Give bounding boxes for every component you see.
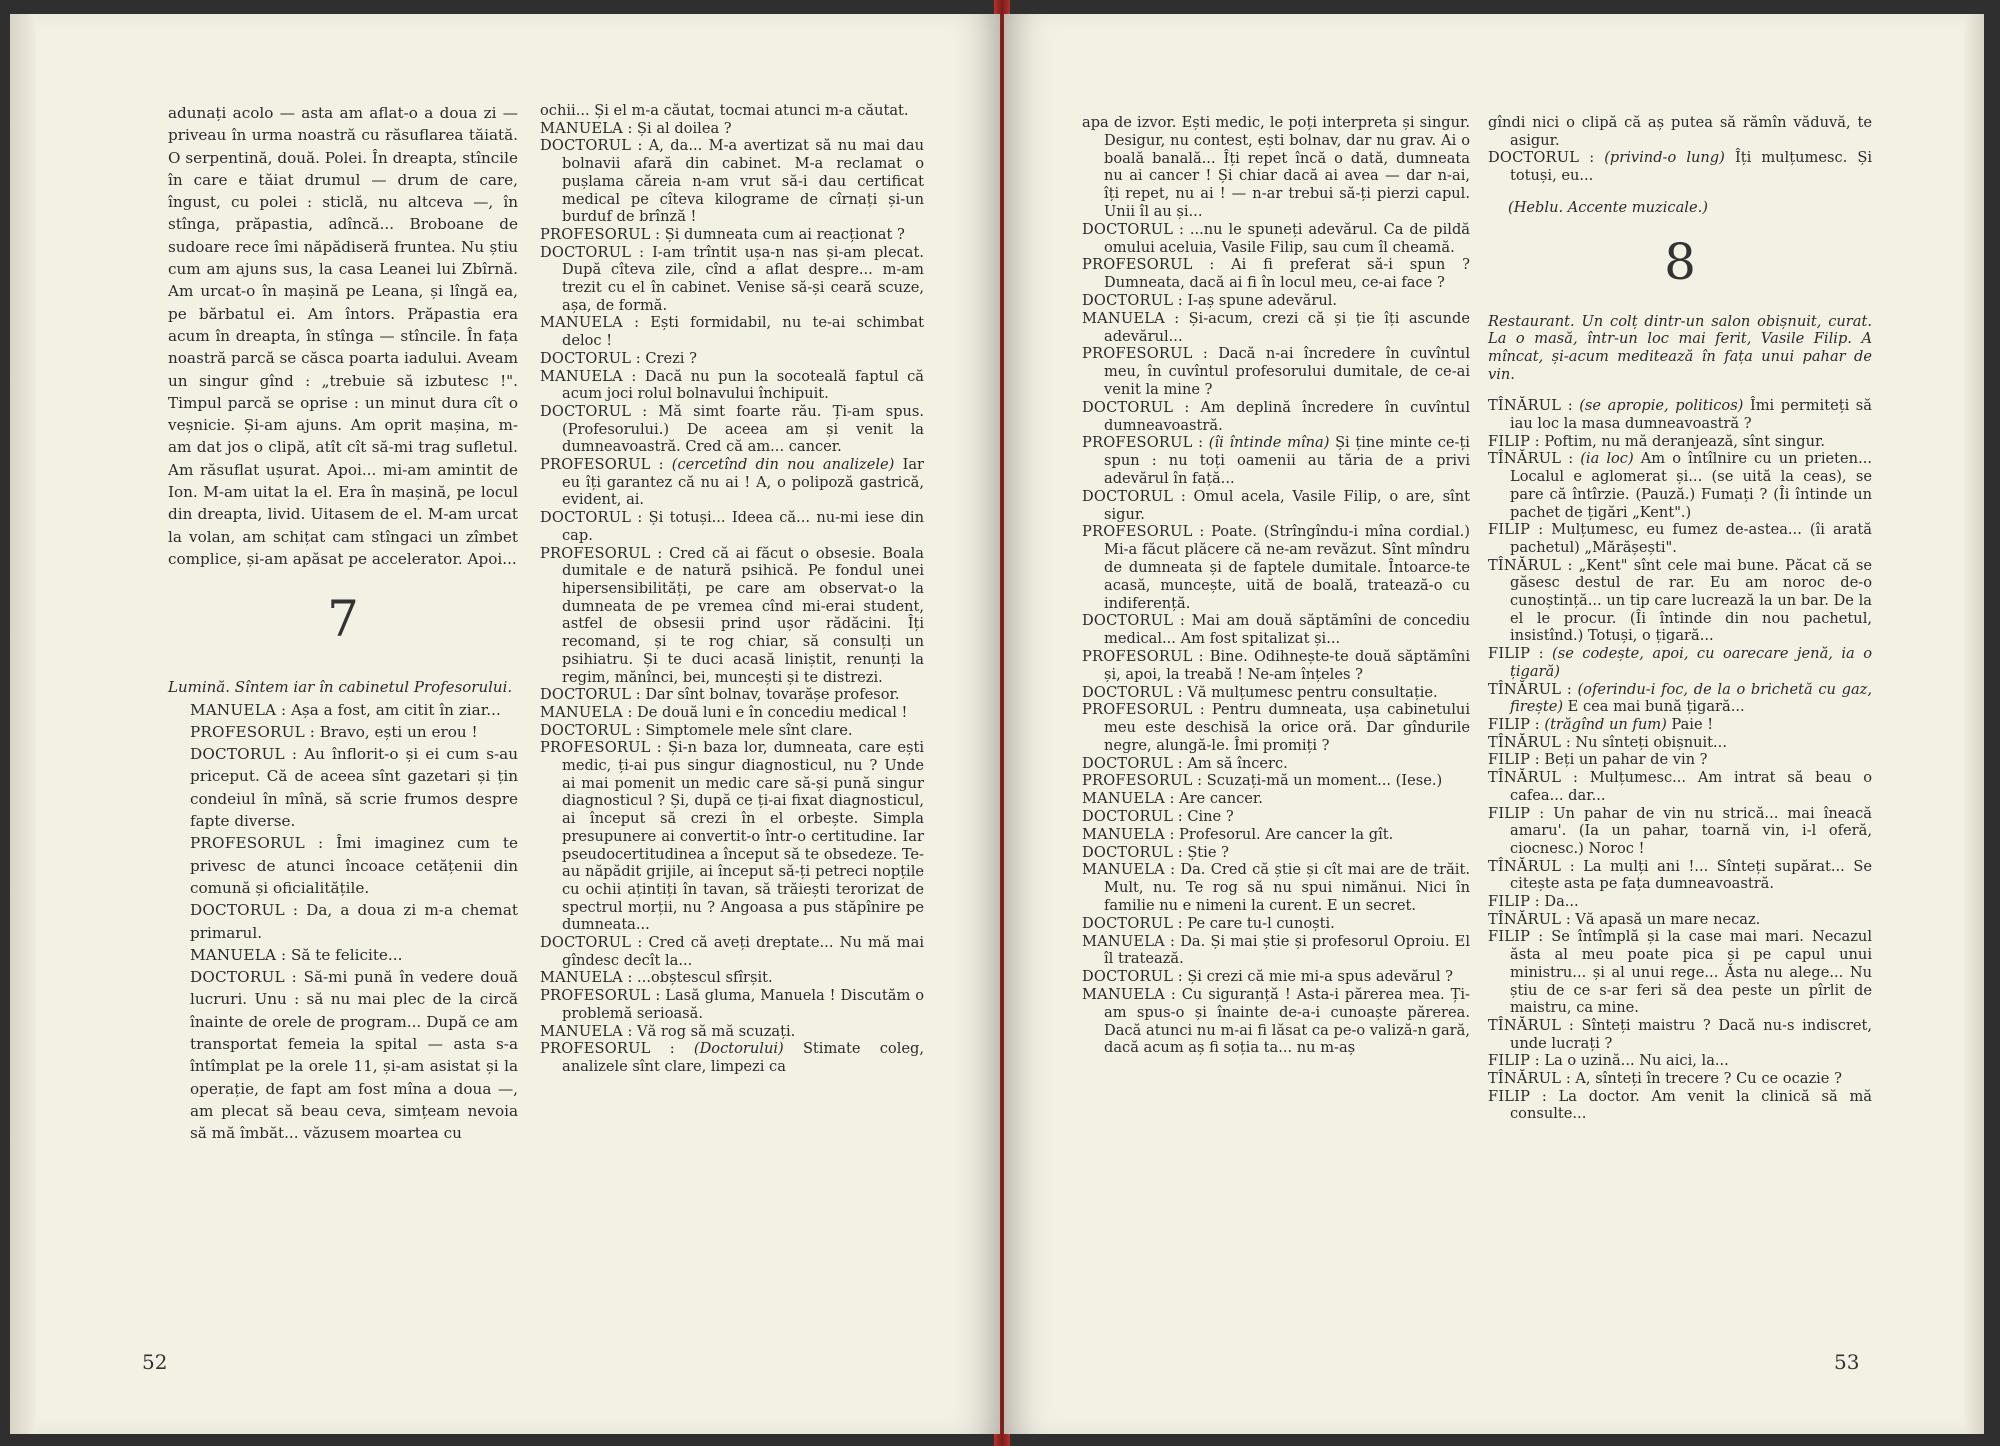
- dialogue-line: MANUELA : Da. Și mai știe și profesorul Oproiu. El îl tratează.: [1082, 932, 1470, 968]
- dialogue-text: Scuzați-mă un moment... (Iese.): [1206, 772, 1443, 790]
- speaker-name: MANUELA: [190, 700, 277, 719]
- dialogue-line: MANUELA : Și-acum, crezi că și ție îți ascunde adevărul...: [1082, 309, 1470, 345]
- dialogue-text: Și dumneata cum ai reacționat ?: [664, 225, 905, 243]
- dialogue-text: Am o întîlnire cu un prieten... Localul e aglomerat și... (se uită la ceas), se pare că întîrzie. (Pauză.) Fumați ? (Îi întinde un pachet de țigări „Kent".): [1510, 450, 1872, 521]
- speaker-name: DOCTORUL: [540, 721, 632, 739]
- speaker-name: MANUELA: [1082, 825, 1165, 843]
- dialogue-text: Așa a fost, am citit în ziar...: [290, 700, 501, 719]
- dialogue-line: MANUELA : ...obștescul sfîrșit.: [540, 969, 773, 987]
- dialogue-line: DOCTORUL : Știe ?: [1082, 843, 1229, 861]
- dialogue-text: Am să încerc.: [1187, 754, 1288, 772]
- speaker-name: DOCTORUL: [1082, 220, 1174, 238]
- dialogue-line: TÎNĂRUL : Mulțumesc... Am intrat să beau o cafea... dar...: [1488, 769, 1872, 804]
- dialogue-line: FILIP : (se codește, apoi, cu oarecare jenă, ia o țigară): [1488, 645, 1872, 680]
- dialogue-text: Știe ?: [1187, 843, 1229, 861]
- dialogue-line: PROFESORUL : Dacă n-ai încredere în cuvîntul meu, în cuvîntul profesorului dumitale, de ce-ai venit la mine ?: [1082, 345, 1470, 398]
- dialogue-line: FILIP : Se întîmplă și la case mai mari. Necazul ăsta al meu poate pica și pe capul unui ministru... și al unui rege... Ăsta nu alege... Nu știu de ce s-ar feri să dea peste un pîrlit de maistru, ca mine.: [1488, 928, 1873, 1017]
- dialogue-line: PROFESORUL : Și-n baza lor, dumneata, care ești medic, ți-ai pus singur diagnosticul, nu ? Unde ai mai pomenit un medic care să-și pună singur diagnosticul ? Și, după ce ți-ai fixat diagnosticul, ai început să crezi în el orbește. Simpla presupunere ai convertit-o într-o certitudine. Iar pseudocertitudinea a început să te obsedeze. Te-au năpădit grijile, ai început să-ți petreci nopțile cu ochii ațintiți în tavan, să trăiești terorizat de spectrul morții, nu ? Angoasa a pus stăpînire pe dumneata...: [540, 739, 924, 934]
- dialogue-line: DOCTORUL : Am deplină încredere în cuvîntul dumneavoastră.: [1082, 398, 1470, 434]
- dialogue-text: Nu sînteți obișnuit...: [1575, 733, 1727, 751]
- speaker-name: PROFESORUL: [1082, 772, 1193, 790]
- speaker-name: DOCTORUL: [540, 402, 632, 420]
- dialogue-text: Un pahar de vin nu strică... mai îneacă amaru'. (Ia un pahar, toarnă vin, i-l oferă, ciocnesc.) Noroc !: [1510, 804, 1872, 857]
- right-page: [1004, 14, 1984, 1434]
- dialogue-line: PROFESORUL : Bine. Odihnește-te două săptămîni și, apoi, la treabă ! Ne-am înțeles ?: [1082, 647, 1470, 683]
- left-page-column-2: [540, 102, 924, 1076]
- speaker-name: DOCTORUL: [540, 509, 632, 527]
- speaker-name: TÎNĂRUL: [1488, 680, 1562, 698]
- dialogue-text: De două luni e în concediu medical !: [637, 703, 908, 721]
- dialogue-text: Și totuși... Ideea că... nu-mi iese din cap.: [562, 509, 924, 544]
- dialogue-line: DOCTORUL : Și crezi că mie mi-a spus adevărul ?: [1082, 968, 1453, 986]
- dialogue-line: FILIP : Mulțumesc, eu fumez de-astea... (îi arată pachetul) „Mărășești".: [1488, 521, 1872, 556]
- dialogue-text: „Kent" sînt cele mai bune. Păcat că se găsesc destul de rar. Eu am noroc de-o cunoștință... un tip care lucrează la un bar. De la el le procur. (Îi întinde din nou pachetul, insistînd.) Totuși, o țigară...: [1510, 556, 1872, 645]
- dialogue-text: Stimate coleg, analizele sînt clare, limpezi ca: [562, 1040, 924, 1075]
- dialogue-text: Vă apasă un mare necaz.: [1575, 910, 1761, 928]
- speaker-name: DOCTORUL: [1082, 914, 1174, 932]
- dialogue-line: MANUELA : Și al doilea ?: [540, 119, 732, 137]
- speaker-name: DOCTORUL: [1082, 291, 1174, 309]
- dialogue-text: Îmi permiteți să iau loc la masa dumneavoastră ?: [1510, 397, 1873, 433]
- right-page-column-1: [1082, 114, 1470, 1057]
- page-number: 52: [142, 1350, 168, 1374]
- dialogue-text: Să te felicite...: [290, 945, 403, 964]
- right-page-column-2: [1488, 114, 1872, 1123]
- dialogue-line: PROFESORUL : Ai fi preferat să-i spun ? Dumneata, dacă ai fi în locul meu, ce-ai face ?: [1082, 256, 1470, 292]
- speaker-name: PROFESORUL: [1082, 701, 1193, 719]
- scene-number: 8: [1664, 232, 1696, 291]
- dialogue-text: Să-mi pună în vedere două lucruri. Unu : să nu mai plec de la circă înainte de orele de program... După ce am transportat femeia la spital — asta s-a întîmplat pe la orele 11, și-am asistat și la operație, de fapt am fost mîna a doua —, am plecat să beau ceva, simțeam nevoia să mă îmbăt... văzusem moartea cu: [190, 968, 518, 1143]
- dialogue-line: MANUELA : Cu siguranță ! Asta-i părerea mea. Ți-am spus-o și înainte de-a-i cunoaște părerea. Dacă atunci nu m-ai fi lăsat ca pe-o valiză-n gară, dacă acum aș fi soția ta... nu m-aș: [1082, 986, 1470, 1057]
- dialogue-line: [1488, 114, 1872, 149]
- dialogue-text: A, sînteți în trecere ? Cu ce ocazie ?: [1575, 1070, 1842, 1088]
- dialogue-line: DOCTORUL : Crezi ?: [540, 349, 697, 367]
- dialogue-text: ...nu le spuneți adevărul. Ca de pildă omului aceluia, Vasile Filip, sau cum îl cheamă.: [1104, 220, 1470, 256]
- speaker-name: MANUELA: [540, 119, 623, 137]
- speaker-name: PROFESORUL: [540, 987, 651, 1005]
- dialogue-line: TÎNĂRUL : A, sînteți în trecere ? Cu ce ocazie ?: [1488, 1070, 1842, 1088]
- dialogue-text: gîndi nici o clipă că aș putea să rămîn văduvă, te asigur.: [1488, 114, 1872, 149]
- dialogue-text: Simptomele mele sînt clare.: [645, 721, 853, 739]
- speaker-name: FILIP: [1488, 1052, 1531, 1070]
- speaker-name: MANUELA: [540, 314, 623, 332]
- speaker-name: MANUELA: [540, 703, 623, 721]
- dialogue-text: Vă rog să mă scuzați.: [637, 1022, 796, 1040]
- dialogue-line: DOCTORUL : Cine ?: [1082, 808, 1234, 826]
- speaker-name: DOCTORUL: [1082, 398, 1174, 416]
- dialogue-text: Da, a doua zi m-a chemat primarul.: [190, 901, 518, 942]
- dialogue-line: DOCTORUL : Pe care tu-l cunoști.: [1082, 914, 1335, 932]
- dialogue-text: Dar sînt bolnav, tovarășe profesor.: [645, 686, 900, 704]
- stage-direction: (se codește, apoi, cu oarecare jenă, ia o țigară): [1510, 645, 1872, 680]
- speaker-name: DOCTORUL: [1488, 149, 1580, 167]
- dialogue-text: Am deplină încredere în cuvîntul dumneavoastră.: [1104, 398, 1470, 434]
- speaker-name: MANUELA: [540, 969, 623, 987]
- dialogue-line: DOCTORUL : Simptomele mele sînt clare.: [540, 721, 853, 739]
- page-number: 53: [1834, 1350, 1860, 1374]
- dialogue-text: Dacă n-ai încredere în cuvîntul meu, în cuvîntul profesorului dumitale, de ce-ai venit la mine ?: [1104, 345, 1470, 398]
- dialogue-line: MANUELA : Ești formidabil, nu te-ai schimbat deloc !: [540, 314, 924, 350]
- stage-direction: (privind-o lung): [1604, 149, 1725, 167]
- dialogue-text: Îmi imaginez cum te privesc de atunci încoace cetățenii din comună și oficialitățile.: [190, 834, 519, 897]
- speaker-name: TÎNĂRUL: [1488, 910, 1562, 928]
- dialogue-text: Da. Și mai știe și profesorul Oproiu. El îl tratează.: [1104, 932, 1470, 968]
- dialogue-line: PROFESORUL : Bravo, ești un erou !: [190, 722, 478, 741]
- speaker-name: TÎNĂRUL: [1488, 556, 1562, 574]
- speaker-name: DOCTORUL: [190, 968, 285, 987]
- stage-direction-end: (Heblu. Accente muzicale.): [1508, 198, 1708, 216]
- dialogue-line: DOCTORUL : Dar sînt bolnav, tovarășe profesor.: [540, 686, 900, 704]
- speaker-name: FILIP: [1488, 928, 1531, 946]
- speaker-name: MANUELA: [1082, 309, 1165, 327]
- speaker-name: FILIP: [1488, 715, 1531, 733]
- scene-direction: Lumină. Sîntem iar în cabinetul Profesorului.: [168, 678, 513, 697]
- speaker-name: TÎNĂRUL: [1488, 397, 1562, 415]
- left-page: [10, 14, 1000, 1434]
- speaker-name: MANUELA: [540, 1022, 623, 1040]
- dialogue-line: PROFESORUL : (cercetînd din nou analizele) Iar eu îți garantez că nu ai ! A, o polipoză gastrică, evident, ai.: [540, 456, 925, 509]
- dialogue-text: Da. Cred că știe și cît mai are de trăit. Mult, nu. Te rog să nu spui nimănui. Nici în familie nu e nimeni la curent. E un secret.: [1104, 861, 1470, 915]
- dialogue-line: FILIP : Un pahar de vin nu strică... mai îneacă amaru'. (Ia un pahar, toarnă vin, i-l oferă, ciocnesc.) Noroc !: [1488, 804, 1872, 857]
- dialogue-text: Cu siguranță ! Asta-i părerea mea. Ți-am spus-o și înainte de-a-i cunoaște părerea. Dacă atunci nu m-ai fi lăsat ca pe-o valiză-n gară, dacă acum aș fi soția ta... nu m-aș: [1104, 986, 1470, 1057]
- dialogue-line: TÎNĂRUL : La mulți ani !... Sînteți supărat... Se citește asta pe fața dumneavoastră.: [1488, 857, 1872, 893]
- dialogue-text: Pentru dumneata, ușa cabinetului meu este deschisă la orice oră. Dar gîndurile negre, alungă-le. Îmi promiți ?: [1104, 701, 1470, 754]
- dialogue-line: DOCTORUL : I-aș spune adevărul.: [1082, 291, 1338, 309]
- dialogue-line: DOCTORUL : Da, a doua zi m-a chemat primarul.: [190, 901, 518, 942]
- speaker-name: PROFESORUL: [1082, 523, 1193, 541]
- stage-direction: (se apropie, politicos): [1579, 397, 1744, 415]
- dialogue-line: DOCTORUL : Să-mi pună în vedere două lucruri. Unu : să nu mai plec de la circă înainte de orele de program... După ce am transportat femeia la spital — asta s-a întîmplat pe la orele 11, și-am asistat și la operație, de fapt am fost mîna a doua —, am plecat să beau ceva, simțeam nevoia să mă îmbăt... văzusem moartea cu: [190, 968, 518, 1143]
- dialogue-text: Bine. Odihnește-te două săptămîni și, apoi, la treabă ! Ne-am înțeles ?: [1104, 647, 1470, 683]
- left-page-column-1: [168, 102, 518, 1144]
- dialogue-line: MANUELA : Vă rog să mă scuzați.: [540, 1022, 796, 1040]
- dialogue-line: PROFESORUL : Poate. (Strîngîndu-i mîna cordial.) Mi-a făcut plăcere că ne-am revăzut. Sînt mîndru de dumneata și de faptele dumitale. Întoarce-te acasă, muncește, uită de boală, tratează-o cu indiferență.: [1082, 523, 1471, 612]
- dialogue-text: A, da... M-a avertizat să nu mai dau bolnavii afară din cabinet. M-a reclamat o pușlama căreia n-am vrut să-i dau certificat medical pe cîteva kilograme de cîrnați și-un burduf de brînză !: [562, 137, 924, 226]
- speaker-name: PROFESORUL: [190, 834, 305, 853]
- dialogue-line: TÎNĂRUL : (ia loc) Am o întîlnire cu un prieten... Localul e aglomerat și... (se uită la ceas), se pare că întîrzie. (Pauză.) Fumați ? (Îi întinde un pachet de țigări „Kent".): [1488, 450, 1872, 521]
- speaker-name: DOCTORUL: [1082, 808, 1174, 826]
- stage-direction: (îi întinde mîna): [1208, 434, 1330, 452]
- dialogue-text: Dacă nu pun la socoteală faptul că acum joci rolul bolnavului închipuit.: [562, 367, 924, 403]
- speaker-name: PROFESORUL: [540, 739, 651, 757]
- speaker-name: TÎNĂRUL: [1488, 450, 1562, 468]
- dialogue-line: FILIP : Da...: [1488, 893, 1579, 911]
- dialogue-text: Și-acum, crezi că și ție îți ascunde adevărul...: [1104, 309, 1470, 345]
- dialogue-text: apa de izvor. Ești medic, le poți interpreta și singur. Desigur, nu contest, ești bolnav, dar nu grav. Ai o boală banală... Îți repet încă o dată, dumneata nu ai cancer ! Și chiar dacă ai avea — dar n-ai, îți repet, nu ai ! — n-ar trebui să-ți pierzi capul. Unii îl au și...: [1082, 114, 1470, 220]
- dialogue-text: Vă mulțumesc pentru consultație.: [1187, 683, 1438, 701]
- dialogue-line: TÎNĂRUL : Sînteți maistru ? Dacă nu-s indiscret, unde lucrați ?: [1488, 1016, 1872, 1052]
- dialogue-text: Se întîmplă și la case mai mari. Necazul ăsta al meu poate pica și pe capul unui ministru... și al unui rege... Ăsta nu alege... Nu știu de ce s-ar feri să dea peste un pîrlit de maistru, ca mine.: [1510, 928, 1873, 1017]
- dialogue-text: Și ține minte ce-ți spun : nu toți oamenii au tăria de a privi adevărul în față...: [1104, 434, 1470, 487]
- dialogue-text: La mulți ani !... Sînteți supărat... Se citește asta pe fața dumneavoastră.: [1510, 857, 1872, 893]
- dialogue-line: FILIP : Beți un pahar de vin ?: [1488, 751, 1708, 769]
- speaker-name: PROFESORUL: [1082, 434, 1193, 452]
- dialogue-text: La doctor. Am venit la clinică să mă consulte...: [1510, 1087, 1872, 1123]
- dialogue-text: Mai am două săptămîni de concediu medical... Am fost spitalizat și...: [1104, 612, 1471, 648]
- speaker-name: DOCTORUL: [1082, 487, 1174, 505]
- stage-direction: (trăgînd un fum): [1544, 715, 1667, 733]
- dialogue-line: PROFESORUL : Și dumneata cum ai reacționat ?: [540, 225, 905, 243]
- dialogue-text: Cred că ai făcut o obsesie. Boala dumitale e de natură psihică. Pe fondul unei hipersensibilități, pe care am observat-o la dumneata de pe vremea cînd mi-erai student, astfel de obsesii prind ușor rădăcini. Îți recomand, și te rog chiar, să consulți un psihiatru. Și te duci acasă liniștit, renunți la regim, mănînci, bei, muncești și te distrezi.: [562, 544, 924, 686]
- dialogue-line: DOCTORUL : (privind-o lung) Îți mulțumesc. Și totuși, eu...: [1488, 149, 1873, 185]
- dialogue-text: Mulțumesc, eu fumez de-astea... (îi arată pachetul) „Mărășești".: [1510, 521, 1872, 556]
- dialogue-line: FILIP : La o uzină... Nu aici, la...: [1488, 1052, 1729, 1070]
- stage-direction: (ia loc): [1580, 450, 1634, 468]
- dialogue-line: FILIP : La doctor. Am venit la clinică să mă consulte...: [1488, 1087, 1872, 1123]
- dialogue-line: PROFESORUL : Cred că ai făcut o obsesie. Boala dumitale e de natură psihică. Pe fondul unei hipersensibilități, pe care am observat-o la dumneata de pe vremea cînd mi-erai student, astfel de obsesii prind ușor rădăcini. Îți recomand, și te rog chiar, să consulți un psihiatru. Și te duci acasă liniștit, renunți la regim, mănînci, bei, muncești și te distrezi.: [540, 544, 924, 686]
- speaker-name: DOCTORUL: [540, 349, 632, 367]
- narrative-paragraph: adunați acolo — asta am aflat-o a doua zi — priveau în urma noastră cu răsuflarea tăiată. O serpentină, două. Polei. În dreapta, stîncile în care e tăiat drumul — drum de care, îngust, cu polei : sticlă, nu altceva —, în stînga, prăpastia, adîncă... Broboane de sudoare rece îmi năpădiseră fruntea. Nu știu cum am ajuns sus, la casa Leanei lui Zbîrnă. Am urcat-o în mașină pe Leana, și lîngă ea, pe bărbatul ei. Am întors. Prăpastia era acum în dreapta, în stînga — stîncile. În fața noastră parcă se căsca poarta iadului. Aveam un singur gînd : „trebuie să izbutesc !". Timpul parcă se oprise : un minut dura cît o veșnicie. Și-am ajuns. Am oprit mașina, m-am dat jos o clipă, atît cît să-mi trag sufletul. Am răsuflat ușurat. Apoi... mi-am amintit de Ion. M-am uitat la el. Era în mașină, pe locul din dreapta, livid. Uitasem de el. M-am urcat la volan, am schițat cam stîngaci un zîmbet complice, și-am apăsat pe accelerator. Apoi...: [168, 104, 518, 568]
- dialogue-text: Bravo, ești un erou !: [319, 722, 478, 741]
- dialogue-text: Omul acela, Vasile Filip, o are, sînt sigur.: [1104, 487, 1470, 523]
- speaker-name: PROFESORUL: [1082, 647, 1193, 665]
- speaker-name: DOCTORUL: [1082, 683, 1174, 701]
- speaker-name: DOCTORUL: [1082, 843, 1174, 861]
- dialogue-line: DOCTORUL : Vă mulțumesc pentru consultație.: [1082, 683, 1438, 701]
- speaker-name: PROFESORUL: [1082, 256, 1193, 274]
- dialogue-text: Și crezi că mie mi-a spus adevărul ?: [1187, 968, 1453, 986]
- stage-direction: (oferindu-i foc, de la o brichetă cu gaz, firește): [1510, 680, 1872, 716]
- dialogue-line: DOCTORUL : Mai am două săptămîni de concediu medical... Am fost spitalizat și...: [1082, 612, 1471, 648]
- dialogue-text: E cea mai bună țigară...: [1567, 698, 1745, 716]
- dialogue-text: Mă simt foarte rău. Ți-am spus. (Profesorului.) De aceea am și venit la dumneavoastră. Cred că am... cancer.: [562, 402, 924, 456]
- speaker-name: TÎNĂRUL: [1488, 1016, 1562, 1034]
- dialogue-line: PROFESORUL : Îmi imaginez cum te privesc de atunci încoace cetățenii din comună și oficialitățile.: [190, 834, 519, 897]
- dialogue-line: FILIP : (trăgînd un fum) Paie !: [1488, 715, 1714, 733]
- dialogue-text: Ești formidabil, nu te-ai schimbat deloc !: [562, 314, 924, 350]
- scene-number: 7: [327, 590, 359, 649]
- dialogue-line: DOCTORUL : Cred că aveți dreptate... Nu mă mai gîndesc decît la...: [540, 934, 924, 969]
- dialogue-line: PROFESORUL : (îi întinde mîna) Și ține minte ce-ți spun : nu toți oamenii au tăria de a privi adevărul în față...: [1082, 434, 1470, 487]
- dialogue-line: DOCTORUL : ...nu le spuneți adevărul. Ca de pildă omului aceluia, Vasile Filip, sau cum îl cheamă.: [1082, 220, 1470, 256]
- dialogue-text: Paie !: [1671, 715, 1714, 733]
- dialogue-text: Sînteți maistru ? Dacă nu-s indiscret, unde lucrați ?: [1510, 1016, 1872, 1052]
- dialogue-text: Poftim, nu mă deranjează, sînt singur.: [1544, 432, 1826, 450]
- dialogue-text: La o uzină... Nu aici, la...: [1544, 1052, 1729, 1070]
- dialogue-text: Mulțumesc... Am intrat să beau o cafea... dar...: [1510, 769, 1872, 804]
- dialogue-text: I-aș spune adevărul.: [1187, 291, 1338, 309]
- dialogue-line: DOCTORUL : I-am trîntit ușa-n nas și-am plecat. După cîteva zile, cînd a aflat despre... m-am trezit cu el în cabinet. Venise să-și ceară scuze, așa, de formă.: [540, 243, 924, 314]
- dialogue-text: ochii... Și el m-a căutat, tocmai atunci m-a căutat.: [540, 102, 909, 119]
- dialogue-line: MANUELA : Dacă nu pun la socoteală faptul că acum joci rolul bolnavului închipuit.: [540, 367, 924, 403]
- dialogue-line: [540, 102, 924, 120]
- dialogue-line: DOCTORUL : Au înflorit-o și ei cum s-au priceput. Că de aceea sînt gazetari și țin condeiul în mînă, să scrie frumos despre fapte diverse.: [190, 745, 518, 831]
- speaker-name: DOCTORUL: [540, 686, 632, 704]
- dialogue-line: TÎNĂRUL : (oferindu-i foc, de la o brichetă cu gaz, firește) E cea mai bună țigară...: [1488, 680, 1872, 716]
- stage-direction: (Doctorului): [693, 1040, 784, 1058]
- speaker-name: FILIP: [1488, 1087, 1531, 1105]
- speaker-name: MANUELA: [190, 945, 277, 964]
- speaker-name: DOCTORUL: [190, 901, 285, 920]
- dialogue-text: Cine ?: [1187, 808, 1234, 826]
- speaker-name: DOCTORUL: [540, 243, 632, 261]
- dialogue-line: MANUELA : Da. Cred că știe și cît mai are de trăit. Mult, nu. Te rog să nu spui nimănui. Nici în familie nu e nimeni la curent. E un secret.: [1082, 861, 1470, 915]
- dialogue-text: ...obștescul sfîrșit.: [637, 969, 773, 987]
- dialogue-text: Și al doilea ?: [637, 119, 732, 137]
- speaker-name: TÎNĂRUL: [1488, 733, 1562, 751]
- speaker-name: DOCTORUL: [540, 137, 632, 155]
- dialogue-text: Beți un pahar de vin ?: [1544, 751, 1708, 769]
- speaker-name: DOCTORUL: [1082, 968, 1174, 986]
- dialogue-line: TÎNĂRUL : Nu sînteți obișnuit...: [1488, 733, 1727, 751]
- dialogue-text: Profesorul. Are cancer la gît.: [1179, 825, 1394, 843]
- dialogue-text: Are cancer.: [1179, 790, 1263, 808]
- dialogue-line: TÎNĂRUL : „Kent" sînt cele mai bune. Păcat că se găsesc destul de rar. Eu am noroc de-o cunoștință... un tip care lucrează la un bar. De la el le procur. (Îi întinde din nou pachetul, insistînd.) Totuși, o țigară...: [1488, 556, 1872, 645]
- speaker-name: PROFESORUL: [540, 456, 651, 474]
- speaker-name: FILIP: [1488, 893, 1531, 911]
- dialogue-text: Și-n baza lor, dumneata, care ești medic, ți-ai pus singur diagnosticul, nu ? Unde ai mai pomenit un medic care să-și pună singur diagnosticul ? Și, după ce ți-ai fixat diagnosticul, ai început să crezi în el orbește. Simpla presupunere ai convertit-o într-o certitudine. Iar pseudocertitudinea a început să te obsedeze. Te-au năpădit grijile, ai început să-ți petreci nopțile cu ochii ațintiți în tavan, să trăiești terorizat de spectrul morții, nu ? Angoasa a pus stăpînire pe dumneata...: [562, 739, 924, 934]
- speaker-name: MANUELA: [1082, 790, 1165, 808]
- dialogue-line: DOCTORUL : Omul acela, Vasile Filip, o are, sînt sigur.: [1082, 487, 1470, 523]
- speaker-name: FILIP: [1488, 751, 1531, 769]
- speaker-name: MANUELA: [540, 367, 623, 385]
- dialogue-line: DOCTORUL : A, da... M-a avertizat să nu mai dau bolnavii afară din cabinet. M-a reclamat o pușlama căreia n-am vrut să-i dau certificat medical pe cîteva kilograme de cîrnați și-un burduf de brînză !: [540, 137, 924, 226]
- speaker-name: DOCTORUL: [540, 934, 632, 952]
- speaker-name: FILIP: [1488, 521, 1531, 539]
- dialogue-text: Au înflorit-o și ei cum s-au priceput. Că de aceea sînt gazetari și țin condeiul în mînă, să scrie frumos despre fapte diverse.: [190, 745, 518, 831]
- speaker-name: TÎNĂRUL: [1488, 857, 1562, 875]
- dialogue-text: Pe care tu-l cunoști.: [1187, 914, 1335, 932]
- speaker-name: DOCTORUL: [1082, 612, 1174, 630]
- dialogue-text: Crezi ?: [645, 349, 697, 367]
- dialogue-line: MANUELA : Așa a fost, am citit în ziar...: [190, 700, 501, 719]
- dialogue-text: Da...: [1544, 893, 1579, 911]
- speaker-name: PROFESORUL: [190, 722, 305, 741]
- speaker-name: FILIP: [1488, 432, 1531, 450]
- speaker-name: FILIP: [1488, 645, 1531, 663]
- speaker-name: PROFESORUL: [1082, 345, 1193, 363]
- speaker-name: DOCTORUL: [190, 745, 285, 764]
- dialogue-line: MANUELA : Are cancer.: [1082, 790, 1263, 808]
- dialogue-text: Ai fi preferat să-i spun ? Dumneata, dacă ai fi în locul meu, ce-ai face ?: [1104, 256, 1470, 292]
- speaker-name: TÎNĂRUL: [1488, 1070, 1562, 1088]
- dialogue-line: TÎNĂRUL : Vă apasă un mare necaz.: [1488, 910, 1761, 928]
- dialogue-block: [168, 699, 518, 1145]
- dialogue-line: DOCTORUL : Și totuși... Ideea că... nu-mi iese din cap.: [540, 509, 924, 544]
- dialogue-line: DOCTORUL : Mă simt foarte rău. Ți-am spus. (Profesorului.) De aceea am și venit la dumneavoastră. Cred că am... cancer.: [540, 402, 924, 456]
- dialogue-line: MANUELA : Profesorul. Are cancer la gît.: [1082, 825, 1394, 843]
- dialogue-text: Îți mulțumesc. Și totuși, eu...: [1510, 149, 1873, 185]
- dialogue-line: MANUELA : De două luni e în concediu medical !: [540, 703, 908, 721]
- dialogue-text: Iar eu îți garantez că nu ai ! A, o polipoză gastrică, evident, ai.: [562, 456, 925, 509]
- dialogue-line: PROFESORUL : Lasă gluma, Manuela ! Discutăm o problemă serioasă.: [540, 987, 925, 1022]
- dialogue-line: MANUELA : Să te felicite...: [190, 945, 403, 964]
- speaker-name: MANUELA: [1082, 861, 1165, 879]
- speaker-name: TÎNĂRUL: [1488, 769, 1562, 787]
- scene-direction: Restaurant. Un colț dintr-un salon obișnuit, curat. La o masă, într-un loc mai ferit, Vasile Filip. A mîncat, și-acum meditează în fața unui pahar de vin.: [1488, 312, 1872, 383]
- speaker-name: MANUELA: [1082, 932, 1165, 950]
- stage-direction: (cercetînd din nou analizele): [671, 456, 895, 474]
- dialogue-text: Lasă gluma, Manuela ! Discutăm o problemă serioasă.: [562, 987, 925, 1022]
- dialogue-text: Poate. (Strîngîndu-i mîna cordial.) Mi-a făcut plăcere că ne-am revăzut. Sînt mîndru de dumneata și de faptele dumitale. Întoarce-te acasă, muncește, uită de boală, tratează-o cu indiferență.: [1104, 523, 1471, 612]
- dialogue-line: PROFESORUL : (Doctorului) Stimate coleg, analizele sînt clare, limpezi ca: [540, 1040, 924, 1075]
- dialogue-line: PROFESORUL : Scuzați-mă un moment... (Iese.): [1082, 772, 1443, 790]
- speaker-name: PROFESORUL: [540, 544, 651, 562]
- speaker-name: PROFESORUL: [540, 1040, 651, 1058]
- dialogue-line: TÎNĂRUL : (se apropie, politicos) Îmi permiteți să iau loc la masa dumneavoastră ?: [1488, 397, 1873, 433]
- speaker-name: FILIP: [1488, 804, 1531, 822]
- speaker-name: PROFESORUL: [540, 225, 651, 243]
- speaker-name: DOCTORUL: [1082, 754, 1174, 772]
- dialogue-text: I-am trîntit ușa-n nas și-am plecat. După cîteva zile, cînd a aflat despre... m-am trezit cu el în cabinet. Venise să-și ceară scuze, așa, de formă.: [562, 243, 924, 314]
- dialogue-line: DOCTORUL : Am să încerc.: [1082, 754, 1288, 772]
- dialogue-line: [1082, 114, 1470, 221]
- dialogue-line: PROFESORUL : Pentru dumneata, ușa cabinetului meu este deschisă la orice oră. Dar gîndurile negre, alungă-le. Îmi promiți ?: [1082, 701, 1470, 754]
- speaker-name: MANUELA: [1082, 986, 1165, 1004]
- dialogue-line: FILIP : Poftim, nu mă deranjează, sînt singur.: [1488, 432, 1826, 450]
- dialogue-text: Cred că aveți dreptate... Nu mă mai gîndesc decît la...: [562, 934, 924, 969]
